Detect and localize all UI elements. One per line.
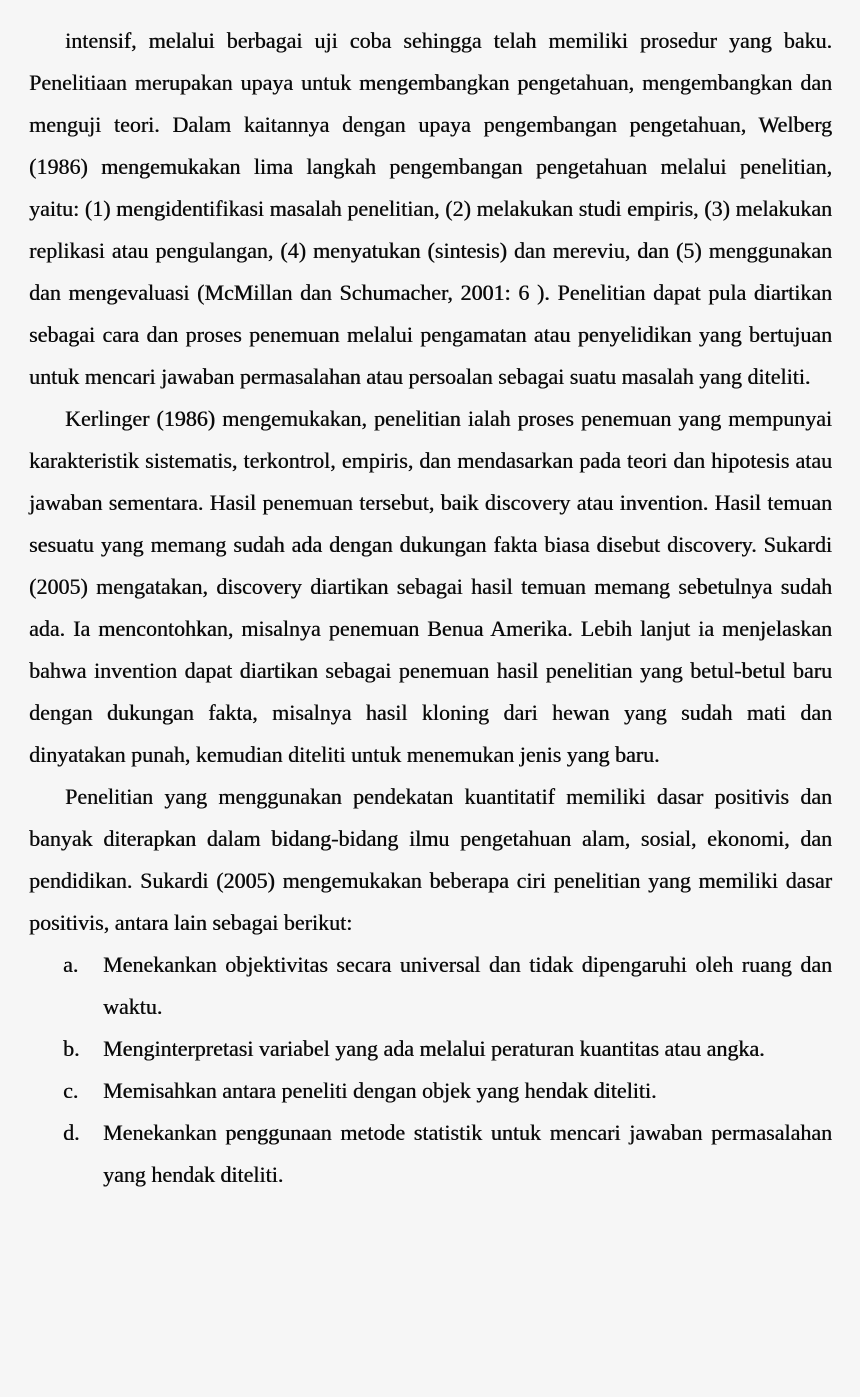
paragraph-research-procedure: intensif, melalui berbagai uji coba sehingga telah memiliki prosedur yang baku. Penelitiaan merupakan upaya untuk mengembangkan pengetahuan, mengembangkan dan menguji teori. Dalam kaitannya dengan upaya pengembangan pengetahuan, Welberg (1986) mengemukakan lima langkah pengembangan pengetahuan melalui penelitian, yaitu: (1) mengidentifikasi masalah penelitian, (2) melakukan studi empiris, (3) melakukan replikasi atau pengulangan, (4) menyatukan (sintesis) dan mereviu, dan (5) menggunakan dan mengevaluasi (McMillan dan Schumacher, 2001: 6 ). Penelitian dapat pula diartikan sebagai cara dan proses penemuan melalui pengamatan atau penyelidikan yang bertujuan untuk mencari jawaban permasalahan atau persoalan sebagai suatu masalah yang diteliti. — [29, 28, 832, 389]
list-item-c — [63, 1070, 832, 1112]
lettered-list — [29, 944, 832, 1196]
list-item-c-text: Memisahkan antara peneliti dengan objek yang hendak diteliti. — [103, 1078, 657, 1103]
list-item-a — [63, 944, 832, 1028]
list-item-a-label: a. — [63, 952, 79, 977]
list-item-d — [63, 1112, 832, 1196]
list-item-b-text: Menginterpretasi variabel yang ada melalui peraturan kuantitas atau angka. — [103, 1036, 765, 1061]
list-item-b-label: b. — [63, 1036, 80, 1061]
list-item-d-label: d. — [63, 1120, 80, 1145]
list-item-c-label: c. — [63, 1078, 79, 1103]
paragraph-quantitative-positivist: Penelitian yang menggunakan pendekatan kuantitatif memiliki dasar positivis dan banyak diterapkan dalam bidang-bidang ilmu pengetahuan alam, sosial, ekonomi, dan pendidikan. Sukardi (2005) mengemukakan beberapa ciri penelitian yang memiliki dasar positivis, antara lain sebagai berikut: — [29, 784, 832, 935]
list-item-a-text: Menekankan objektivitas secara universal dan tidak dipengaruhi oleh ruang dan waktu. — [103, 952, 832, 1019]
list-item-d-text: Menekankan penggunaan metode statistik untuk mencari jawaban permasalahan yang hendak diteliti. — [103, 1120, 832, 1187]
list-item-b — [63, 1028, 832, 1070]
paragraph-kerlinger-definition: Kerlinger (1986) mengemukakan, penelitian ialah proses penemuan yang mempunyai karakteristik sistematis, terkontrol, empiris, dan mendasarkan pada teori dan hipotesis atau jawaban sementara. Hasil penemuan tersebut, baik discovery atau invention. Hasil temuan sesuatu yang memang sudah ada dengan dukungan fakta biasa disebut discovery. Sukardi (2005) mengatakan, discovery diartikan sebagai hasil temuan memang sebetulnya sudah ada. Ia mencontohkan, misalnya penemuan Benua Amerika. Lebih lanjut ia menjelaskan bahwa invention dapat diartikan sebagai penemuan hasil penelitian yang betul-betul baru dengan dukungan fakta, misalnya hasil kloning dari hewan yang sudah mati dan dinyatakan punah, kemudian diteliti untuk menemukan jenis yang baru. — [29, 406, 832, 767]
